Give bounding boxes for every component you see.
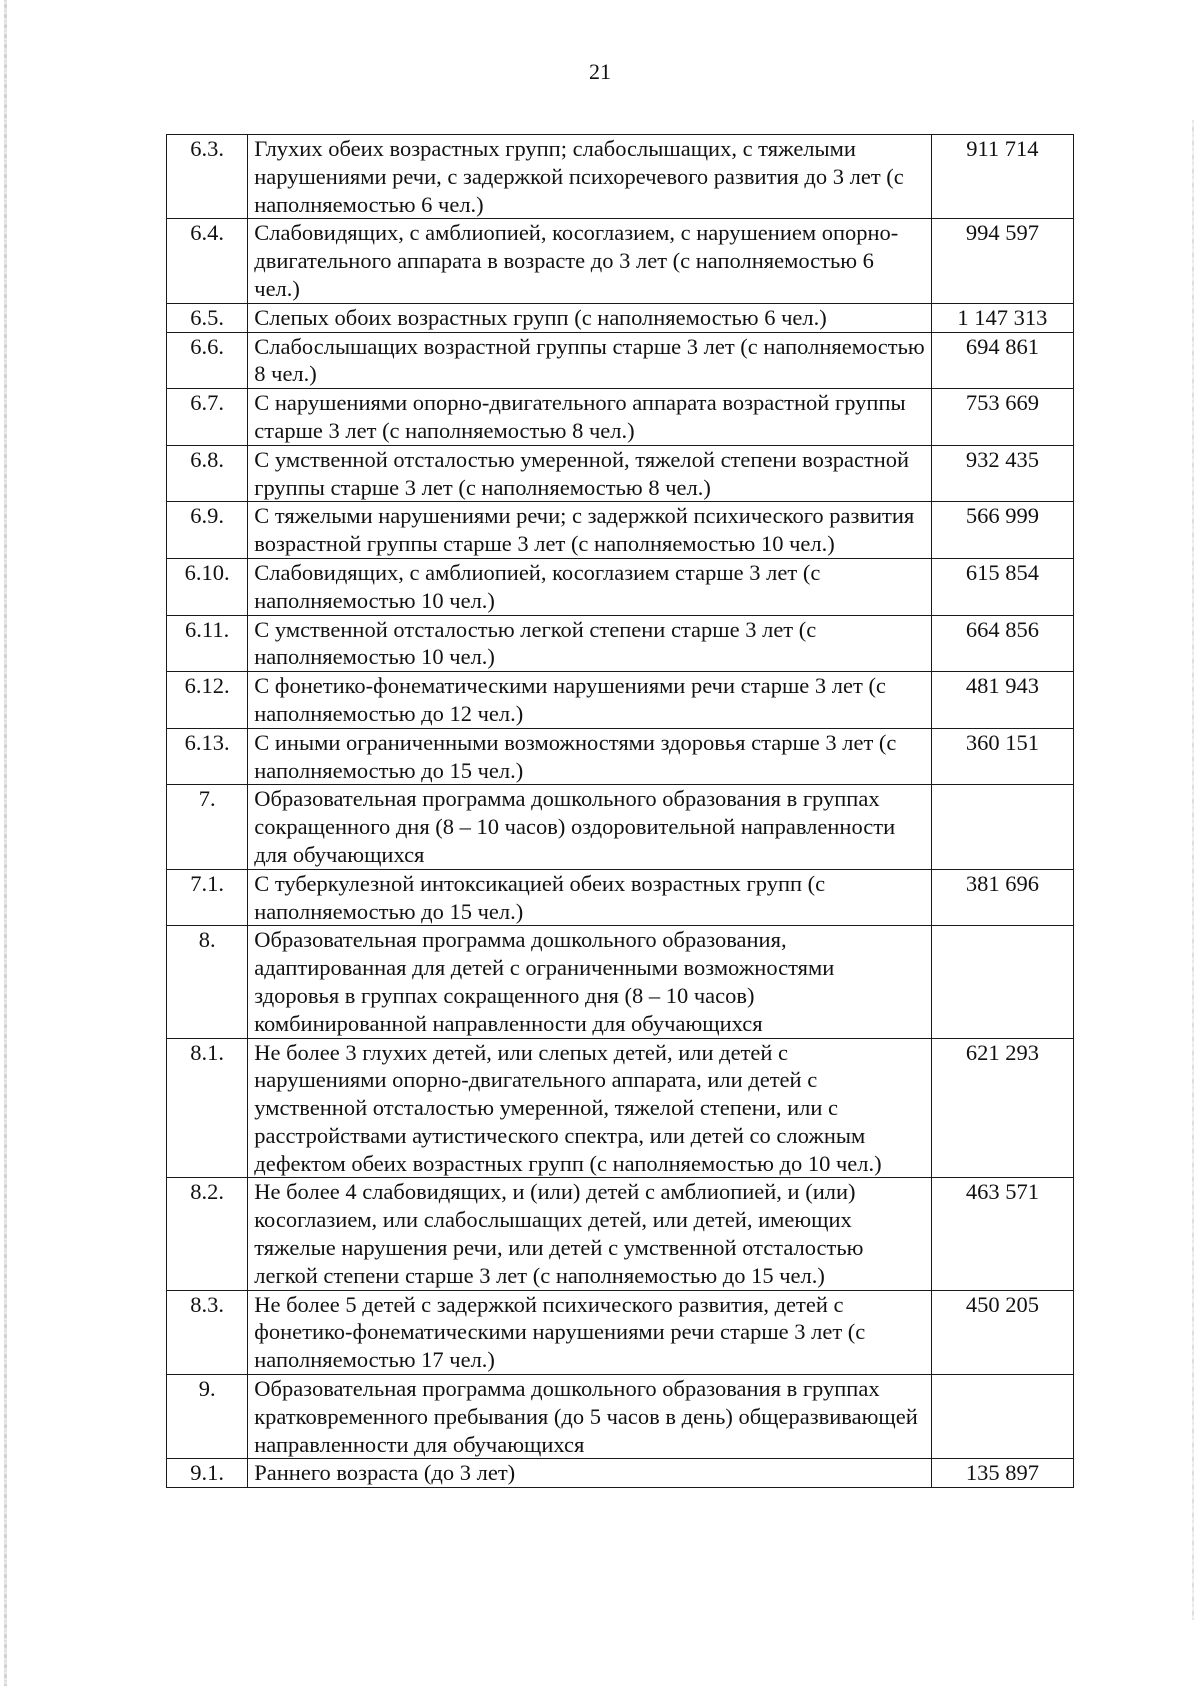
row-number: 6.13.: [167, 728, 248, 785]
table-row: [167, 389, 1074, 446]
row-number: 6.10.: [167, 558, 248, 615]
row-number: 6.5.: [167, 303, 248, 332]
row-number: 7.1.: [167, 869, 248, 926]
row-description: Не более 3 глухих детей, или слепых детей, или детей с нарушениями опорно-двигательного аппарата, или детей с умственной отсталостью умеренной, тяжелой степени, или с расстройствами аутистического спектра, или детей со сложным дефектом обеих возрастных групп (с наполняемостью до 10 чел.): [248, 1038, 932, 1178]
row-description: Слабовидящих, с амблиопией, косоглазием старше 3 лет (с наполняемостью 10 чел.): [248, 558, 932, 615]
row-number: 6.7.: [167, 389, 248, 446]
row-description: Образовательная программа дошкольного образования, адаптированная для детей с ограниченными возможностями здоровья в группах сокращенного дня (8 – 10 часов) комбинированной направленности для обучающихся: [248, 926, 932, 1038]
table-row: [167, 672, 1074, 729]
row-description: С нарушениями опорно-двигательного аппарата возрастной группы старше 3 лет (с наполняемостью 8 чел.): [248, 389, 932, 446]
row-number: 6.8.: [167, 445, 248, 502]
table-row: [167, 615, 1074, 672]
row-amount: 664 856: [931, 615, 1073, 672]
row-description: С фонетико-фонематическими нарушениями речи старше 3 лет (с наполняемостью до 12 чел.): [248, 672, 932, 729]
row-number: 8.1.: [167, 1038, 248, 1178]
table-row: [167, 219, 1074, 303]
row-number: 6.3.: [167, 135, 248, 219]
row-amount: 481 943: [931, 672, 1073, 729]
table-row: [167, 135, 1074, 219]
row-amount: 694 861: [931, 332, 1073, 389]
row-description: С иными ограниченными возможностями здоровья старше 3 лет (с наполняемостью до 15 чел.): [248, 728, 932, 785]
row-amount: 994 597: [931, 219, 1073, 303]
row-description: Глухих обеих возрастных групп; слабослышащих, с тяжелыми нарушениями речи, с задержкой психоречевого развития до 3 лет (с наполняемостью 6 чел.): [248, 135, 932, 219]
page-number: 21: [589, 59, 611, 84]
row-amount: [931, 1375, 1073, 1459]
row-amount: [931, 785, 1073, 869]
row-amount: [931, 926, 1073, 1038]
table-row: [167, 926, 1074, 1038]
row-description: Слабослышащих возрастной группы старше 3 лет (с наполняемостью 8 чел.): [248, 332, 932, 389]
row-amount: 135 897: [931, 1459, 1073, 1488]
table-row: [167, 728, 1074, 785]
table-row: [167, 1290, 1074, 1374]
row-description: Не более 4 слабовидящих, и (или) детей с амблиопией, и (или) косоглазием, или слабослышащих детей, или детей, имеющих тяжелые нарушения речи, или детей с умственной отсталостью легкой степени старше 3 лет (с наполняемостью до 15 чел.): [248, 1178, 932, 1290]
table-row: [167, 303, 1074, 332]
table-row: [167, 1375, 1074, 1459]
row-amount: 911 714: [931, 135, 1073, 219]
table-row: [167, 502, 1074, 559]
row-number: 9.1.: [167, 1459, 248, 1488]
row-number: 8.3.: [167, 1290, 248, 1374]
row-amount: 621 293: [931, 1038, 1073, 1178]
row-amount: 463 571: [931, 1178, 1073, 1290]
table-row: [167, 1178, 1074, 1290]
row-description: С умственной отсталостью легкой степени старше 3 лет (с наполняемостью 10 чел.): [248, 615, 932, 672]
scan-edge-left: [4, 0, 7, 1686]
row-description: Не более 5 детей с задержкой психического развития, детей с фонетико-фонематическими нарушениями речи старше 3 лет (с наполняемостью 17 чел.): [248, 1290, 932, 1374]
row-amount: 753 669: [931, 389, 1073, 446]
row-number: 8.: [167, 926, 248, 1038]
table-row: [167, 558, 1074, 615]
row-number: 9.: [167, 1375, 248, 1459]
table-row: [167, 445, 1074, 502]
row-amount: 615 854: [931, 558, 1073, 615]
row-number: 6.11.: [167, 615, 248, 672]
row-amount: 566 999: [931, 502, 1073, 559]
table-row: [167, 785, 1074, 869]
row-description: С тяжелыми нарушениями речи; с задержкой психического развития возрастной группы старше 3 лет (с наполняемостью 10 чел.): [248, 502, 932, 559]
row-description: Образовательная программа дошкольного образования в группах кратковременного пребывания (до 5 часов в день) общеразвивающей направленности для обучающихся: [248, 1375, 932, 1459]
row-amount: 1 147 313: [931, 303, 1073, 332]
row-number: 6.4.: [167, 219, 248, 303]
scan-edge-right: [1192, 120, 1194, 1620]
table-row: [167, 869, 1074, 926]
row-amount: 450 205: [931, 1290, 1073, 1374]
row-description: С туберкулезной интоксикацией обеих возрастных групп (с наполняемостью до 15 чел.): [248, 869, 932, 926]
row-number: 8.2.: [167, 1178, 248, 1290]
table-row: [167, 1038, 1074, 1178]
tariff-table: [166, 134, 1074, 1488]
row-description: Раннего возраста (до 3 лет): [248, 1459, 932, 1488]
row-number: 6.6.: [167, 332, 248, 389]
row-amount: 360 151: [931, 728, 1073, 785]
row-amount: 381 696: [931, 869, 1073, 926]
row-description: Слабовидящих, с амблиопией, косоглазием, с нарушением опорно-двигательного аппарата в возрасте до 3 лет (с наполняемостью 6 чел.): [248, 219, 932, 303]
row-number: 6.12.: [167, 672, 248, 729]
table-row: [167, 332, 1074, 389]
row-amount: 932 435: [931, 445, 1073, 502]
row-number: 6.9.: [167, 502, 248, 559]
row-description: Слепых обоих возрастных групп (с наполняемостью 6 чел.): [248, 303, 932, 332]
row-description: С умственной отсталостью умеренной, тяжелой степени возрастной группы старше 3 лет (с наполняемостью 8 чел.): [248, 445, 932, 502]
table-row: [167, 1459, 1074, 1488]
row-number: 7.: [167, 785, 248, 869]
row-description: Образовательная программа дошкольного образования в группах сокращенного дня (8 – 10 часов) оздоровительной направленности для обучающихся: [248, 785, 932, 869]
